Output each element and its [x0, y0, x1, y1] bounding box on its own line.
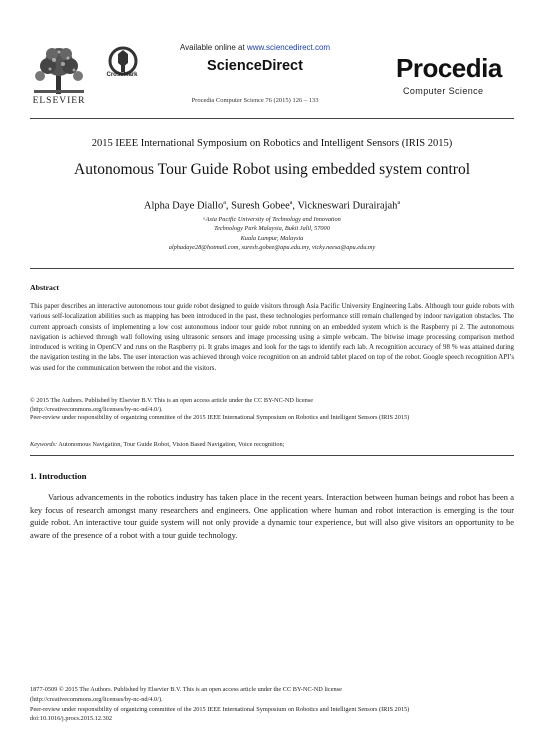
header-divider — [30, 118, 514, 119]
abstract-top-divider — [30, 268, 514, 269]
journal-brand-subtitle: Computer Science — [403, 86, 484, 96]
abstract-bottom-divider — [30, 455, 514, 456]
availability-note — [130, 43, 380, 52]
peer-review-note: Peer-review under responsibility of organizing committee of the 2015 IEEE International Symposium on Robotics and Intelligent Sensors (IRIS 2015) — [30, 414, 410, 421]
footer-doi[interactable]: doi:10.1016/j.procs.2015.12.302 — [30, 715, 113, 723]
abstract-heading: Abstract — [30, 283, 60, 292]
footer-copyright: 1877-0509 © 2015 The Authors. Published by Elsevier B.V. This is an open access article under the CC BY-NC-ND license — [30, 686, 342, 693]
sciencedirect-link[interactable]: www.sciencedirect.com — [246, 43, 331, 52]
publisher-logo-text: ELSEVIER — [32, 96, 86, 106]
paper-title: Autonomous Tour Guide Robot using embedded system control — [74, 161, 470, 178]
author-affiliation-mark: a — [289, 200, 293, 206]
author-name: Vickneswari Durairajah — [297, 200, 398, 212]
introduction-heading: 1. Introduction — [30, 471, 87, 481]
affiliation-line: ᵃAsia Pacific University of Technology and Innovation — [203, 216, 341, 223]
crossmark-label: CrossMark — [106, 72, 138, 78]
author-name: Suresh Gobee — [231, 200, 290, 212]
abstract-text: This paper describes an interactive autonomous tour guide robot designed to guide visitors through Asia Pacific University Engineering Labs. Although tour guide robots with various self-localization abilities such as mapping has been introduced in the past, these technologies performance still remain challenged by indoor navigation obstacles. The current approach consists of implementing a low cost autonomous indoor tour guide robot running on an embedded system which is the Raspberry pi 2. The autonomous navigation is achieved through wall following using ultrasonic sensors and image processing using a simple webcam. The bitwise image processing comparison method introduced is writing in OpenCV and runs on the Raspberry pi. It grabs images and look for the tags to identify each lab. A recognition accuracy of 98 % was attained during the navigation testing in the labs. The user interaction was achieved through voice recognition on an android tablet placed on top of the robot. Google speech recognition API’s was used for the communication between the robot and the visitors. — [30, 303, 514, 372]
copyright-note: © 2015 The Authors. Published by Elsevier B.V. This is an open access article under the CC BY-NC-ND license — [30, 397, 314, 404]
introduction-paragraph: Various advancements in the robotics industry has taken place in the recent years. Interaction between human beings and robot has been a key focus of research amongst many researchers and engineers. One application where human and robot interaction is emerging is the tour guide robot. An interactive tour guide system will not only provide a dynamic tour experience, but will also give visitors an opportunity to be aware of the presence of a robot with a tour guide technology. — [30, 493, 514, 540]
affiliation-line: Kuala Lumpur, Malaysia — [240, 235, 304, 242]
author-list: Alpha Daye Diallo$^a$, Suresh Gobee$^a$, Vickneswari Durairajah$^a$ — [143, 200, 401, 212]
keywords — [30, 441, 514, 448]
author-affiliation-mark: a — [397, 200, 401, 206]
footer-license-link[interactable]: (http://creativecommons.org/licenses/by-nc-nd/4.0/). — [30, 695, 163, 703]
conference-name: 2015 IEEE International Symposium on Robotics and Intelligent Sensors (IRIS 2015) — [91, 138, 453, 149]
author-affiliation-mark: a — [223, 200, 226, 206]
author-emails: alphadaye28@hotmail.com, suresh.gobee@apu.edu.my, vicky.neesa@apu.edu.my — [168, 244, 376, 251]
footer-peer-review: Peer-review under responsibility of organizing committee of the 2015 IEEE International Symposium on Robotics and Intelligent Sensors (IRIS 2015) — [30, 705, 410, 713]
journal-brand: Procedia — [396, 53, 502, 83]
license-link[interactable]: (http://creativecommons.org/licenses/by-nc-nd/4.0/). — [30, 406, 163, 413]
keywords-label: Keywords: — [30, 441, 58, 448]
footer-notes — [30, 685, 514, 724]
journal-reference: Procedia Computer Science 76 (2015) 126 – 133 — [191, 97, 319, 104]
platform-name: ScienceDirect — [207, 58, 303, 74]
availability-prefix: Available online at — [179, 43, 247, 52]
affiliation-line: Technology Park Malaysia, Bukit Jalil, 57000 — [214, 225, 330, 232]
keywords-list: Autonomous Navigation, Tour Guide Robot, Vision Based Navigation, Voice recognition; — [58, 441, 285, 448]
author-name: Alpha Daye Diallo — [143, 200, 224, 212]
